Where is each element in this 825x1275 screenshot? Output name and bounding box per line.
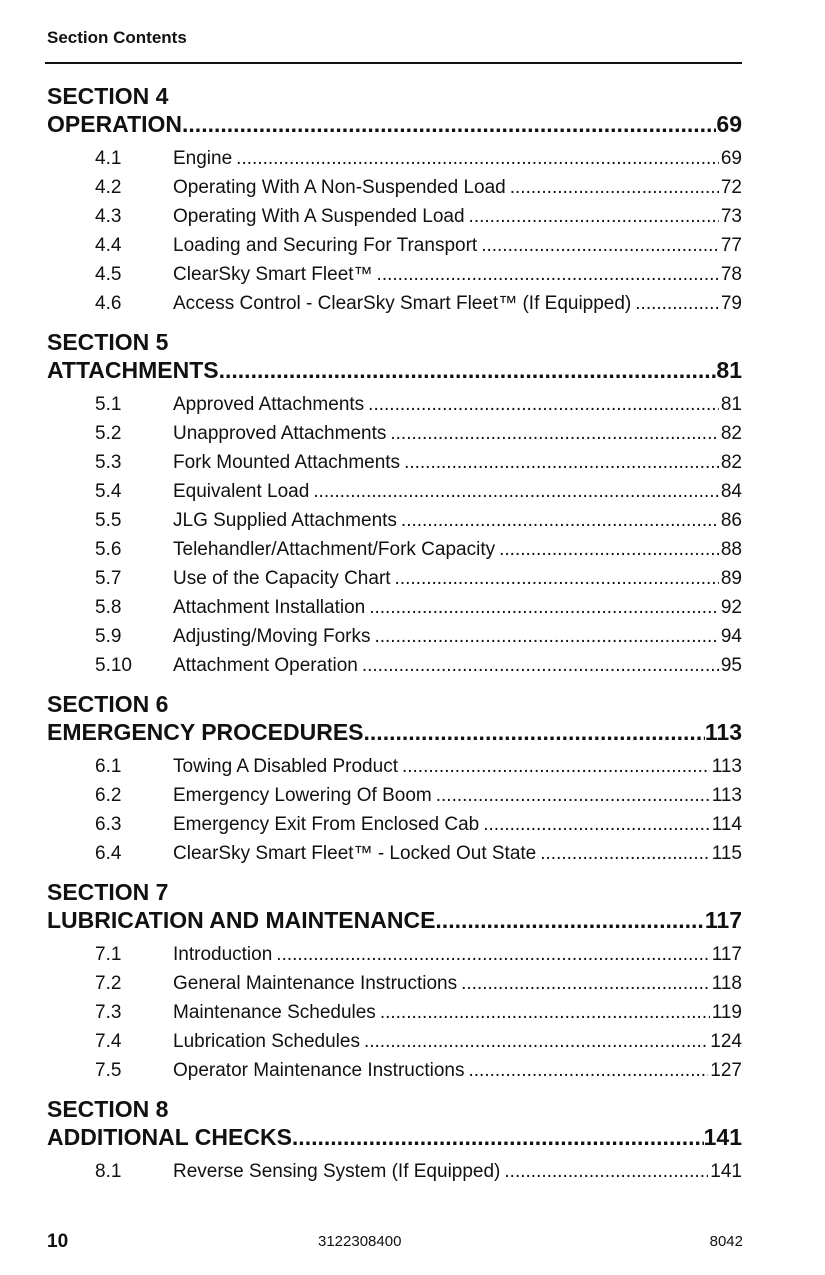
entry-page-number: 113 [711,756,742,777]
entry-number: 5.6 [95,539,122,560]
entry-number: 5.9 [95,626,122,647]
dot-leader [481,231,719,260]
entry-title: Attachment Installation [173,597,366,618]
dot-leader [182,110,716,138]
table-of-contents [47,82,742,1196]
entry-number: 4.5 [95,264,122,285]
header-divider [45,62,742,64]
toc-entry[interactable] [47,477,742,506]
entry-page-number: 117 [711,944,742,965]
entry-number: 7.4 [95,1031,122,1052]
toc-section-link[interactable] [47,1123,742,1151]
toc-entry[interactable] [47,622,742,651]
entry-title: Adjusting/Moving Forks [173,626,371,647]
toc-entry[interactable] [47,144,742,173]
entry-number: 4.1 [95,148,122,169]
section-title: EMERGENCY PROCEDURES [47,719,364,745]
entry-title: Unapproved Attachments [173,423,387,444]
section-label: SECTION 4 [47,83,169,109]
dot-leader [292,1123,704,1151]
dot-leader [362,651,719,680]
entry-number: 4.2 [95,177,122,198]
dot-leader [635,289,719,318]
dot-leader [368,390,719,419]
entry-title: Maintenance Schedules [173,1002,376,1023]
entry-number: 4.4 [95,235,122,256]
toc-entry[interactable] [47,173,742,202]
toc-entry[interactable] [47,781,742,810]
entry-page-number: 127 [710,1060,742,1081]
entry-number: 4.3 [95,206,122,227]
toc-entry[interactable] [47,593,742,622]
dot-leader [402,752,710,781]
section-label: SECTION 7 [47,879,169,905]
toc-section-5 [47,328,742,680]
entry-page-number: 78 [720,264,742,285]
entry-number: 6.1 [95,756,122,777]
toc-entry[interactable] [47,651,742,680]
footer-page-number: 10 [47,1231,69,1252]
entry-title: Attachment Operation [173,655,358,676]
toc-entry[interactable] [47,752,742,781]
toc-section-6 [47,690,742,868]
toc-section-7 [47,878,742,1085]
section-title: OPERATION [47,111,183,137]
entry-title: Introduction [173,944,273,965]
section-title: ATTACHMENTS [47,357,219,383]
entry-page-number: 81 [720,394,742,415]
toc-entry[interactable] [47,260,742,289]
dot-leader [276,940,709,969]
entry-title: General Maintenance Instructions [173,973,458,994]
entry-page-number: 124 [710,1031,742,1052]
entry-page-number: 73 [720,206,742,227]
dot-leader [540,839,709,868]
entry-title: JLG Supplied Attachments [173,510,397,531]
entry-page-number: 94 [720,626,742,647]
entry-title: Loading and Securing For Transport [173,235,478,256]
toc-entry[interactable] [47,1027,742,1056]
dot-leader [499,535,719,564]
entry-number: 5.10 [95,655,132,676]
entry-page-number: 141 [710,1161,742,1182]
dot-leader [364,1027,708,1056]
toc-section-link[interactable] [47,718,742,746]
dot-leader [377,260,719,289]
toc-entry[interactable] [47,810,742,839]
toc-entry[interactable] [47,1056,742,1085]
entry-number: 5.7 [95,568,122,589]
dot-leader [469,202,719,231]
dot-leader [401,506,719,535]
entry-title: Use of the Capacity Chart [173,568,391,589]
toc-entry[interactable] [47,390,742,419]
entry-number: 4.6 [95,293,122,314]
toc-entry[interactable] [47,535,742,564]
toc-entry[interactable] [47,419,742,448]
dot-leader [483,810,709,839]
entry-title: Approved Attachments [173,394,365,415]
entry-number: 5.5 [95,510,122,531]
dot-leader [374,622,718,651]
dot-leader [380,998,710,1027]
dot-leader [435,906,704,934]
section-label: SECTION 6 [47,691,169,717]
toc-entry[interactable] [47,1157,742,1186]
entry-number: 7.2 [95,973,122,994]
entry-number: 5.2 [95,423,122,444]
toc-entry[interactable] [47,289,742,318]
toc-entry[interactable] [47,940,742,969]
toc-entry[interactable] [47,969,742,998]
entry-number: 6.3 [95,814,122,835]
section-page-number: 81 [716,357,742,383]
entry-page-number: 118 [711,973,742,994]
entry-number: 7.1 [95,944,122,965]
entry-title: ClearSky Smart Fleet™ [173,264,373,285]
toc-entry[interactable] [47,202,742,231]
dot-leader [436,781,710,810]
entry-page-number: 69 [720,148,742,169]
toc-entry[interactable] [47,506,742,535]
entry-title: Engine [173,148,233,169]
entry-page-number: 84 [720,481,742,502]
toc-section-4 [47,82,742,318]
dot-leader [219,356,717,384]
toc-section-link[interactable] [47,906,742,934]
entry-title: Emergency Lowering Of Boom [173,785,432,806]
toc-section-8 [47,1095,742,1186]
entry-title: Fork Mounted Attachments [173,452,401,473]
dot-leader [313,477,719,506]
dot-leader [504,1157,708,1186]
footer-document-number: 3122308400 [318,1233,402,1250]
entry-title: Operator Maintenance Instructions [173,1060,465,1081]
entry-title: Emergency Exit From Enclosed Cab [173,814,480,835]
dot-leader [395,564,719,593]
entry-page-number: 72 [720,177,742,198]
entry-page-number: 95 [720,655,742,676]
entry-page-number: 86 [720,510,742,531]
entry-page-number: 88 [720,539,742,560]
entry-title: Towing A Disabled Product [173,756,398,777]
toc-section-link[interactable] [47,110,742,138]
toc-entry[interactable] [47,564,742,593]
entry-title: Equivalent Load [173,481,310,502]
entry-page-number: 92 [720,597,742,618]
section-page-number: 141 [703,1124,742,1150]
toc-entry[interactable] [47,839,742,868]
entry-number: 8.1 [95,1161,122,1182]
entry-page-number: 82 [720,423,742,444]
entry-title: Operating With A Suspended Load [173,206,465,227]
dot-leader [469,1056,709,1085]
section-page-number: 69 [716,111,742,137]
entry-page-number: 89 [720,568,742,589]
section-page-number: 113 [704,719,742,745]
dot-leader [369,593,719,622]
section-label: SECTION 8 [47,1096,169,1122]
entry-page-number: 113 [711,785,742,806]
entry-number: 6.4 [95,843,122,864]
dot-leader [236,144,719,173]
entry-page-number: 79 [720,293,742,314]
toc-entry[interactable] [47,998,742,1027]
entry-number: 5.8 [95,597,122,618]
entry-title: Operating With A Non-Suspended Load [173,177,506,198]
entry-title: Access Control - ClearSky Smart Fleet™ (If Equipped) [173,293,632,314]
toc-entry[interactable] [47,448,742,477]
entry-number: 7.3 [95,1002,122,1023]
entry-page-number: 77 [720,235,742,256]
dot-leader [364,718,705,746]
entry-title: Telehandler/Attachment/Fork Capacity [173,539,496,560]
entry-number: 5.1 [95,394,122,415]
entry-number: 5.4 [95,481,122,502]
dot-leader [461,969,710,998]
entry-title: ClearSky Smart Fleet™ - Locked Out State [173,843,537,864]
entry-number: 7.5 [95,1060,122,1081]
entry-number: 5.3 [95,452,122,473]
entry-page-number: 82 [720,452,742,473]
footer-revision-code: 8042 [709,1233,743,1250]
toc-section-link[interactable] [47,356,742,384]
section-page-number: 117 [704,907,742,933]
section-label: SECTION 5 [47,329,169,355]
entry-title: Lubrication Schedules [173,1031,360,1052]
entry-title: Reverse Sensing System (If Equipped) [173,1161,501,1182]
section-title: ADDITIONAL CHECKS [47,1124,292,1150]
entry-page-number: 119 [711,1002,742,1023]
dot-leader [404,448,719,477]
page-header-title: Section Contents [47,28,187,47]
entry-page-number: 114 [711,814,742,835]
entry-number: 6.2 [95,785,122,806]
toc-entry[interactable] [47,231,742,260]
section-title: LUBRICATION AND MAINTENANCE [47,907,436,933]
dot-leader [510,173,719,202]
entry-page-number: 115 [711,843,742,864]
dot-leader [390,419,719,448]
